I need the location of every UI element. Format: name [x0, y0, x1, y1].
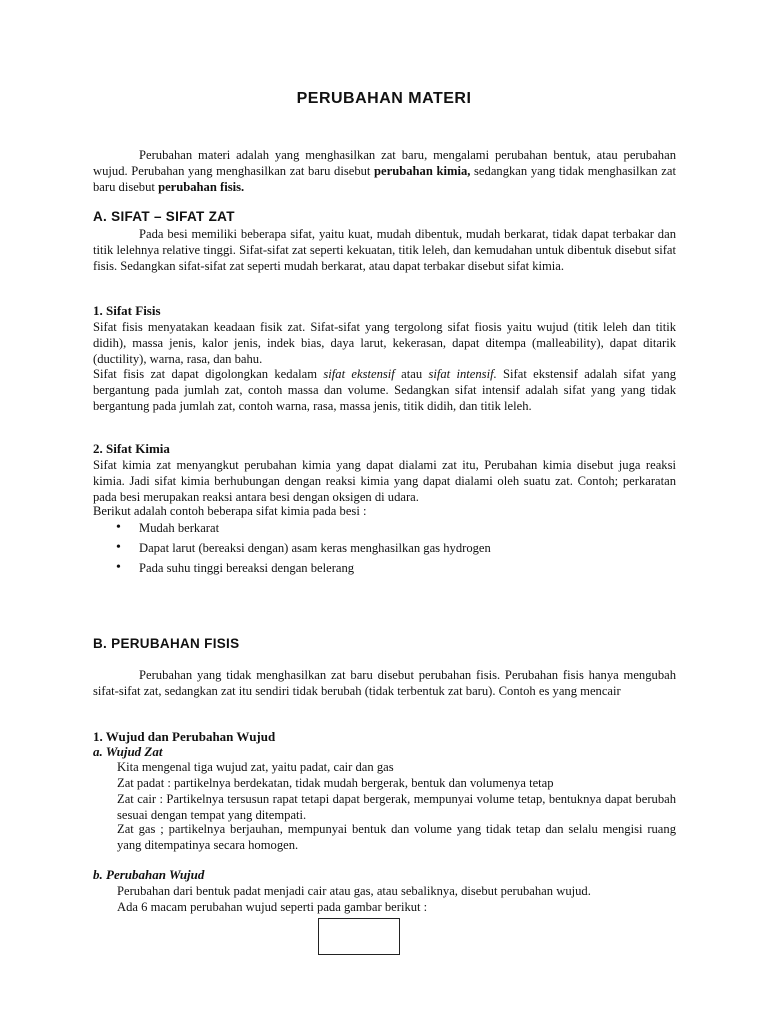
wujud-zat-subheading: a. Wujud Zat — [93, 744, 163, 759]
wujud-zat-line-2: Zat padat : partikelnya berdekatan, tidak mudah bergerak, bentuk dan volumenya tetap — [117, 776, 554, 790]
sifat-fisis-heading: 1. Sifat Fisis — [93, 303, 161, 318]
sifat-ekstensif-italic: sifat ekstensif — [323, 367, 395, 381]
list-item: • Mudah berkarat — [93, 520, 676, 540]
section-b-heading: B. PERUBAHAN FISIS — [93, 636, 240, 651]
sifat-fisis-text-a: Sifat fisis zat dapat digolongkan kedalam — [93, 367, 324, 381]
sifat-fisis-text-c: Sifat ekstensif adalah sifat yang bergantung pada jumlah zat, contoh massa dan volume. Sedangkan sifat intensif adalah sifat yang yang tidak bergantung pada jumlah zat, contoh warna, rasa, massa jenis, titik didih, dan titik leleh. — [93, 367, 676, 413]
page-title: PERUBAHAN MATERI — [296, 90, 472, 107]
sifat-fisis-paragraph-2 — [93, 366, 676, 414]
intro-text-1: Perubahan materi adalah yang menghasilkan zat baru, mengalami perubahan bentuk, atau perubahan wujud. Perubahan yang menghasilkan zat baru disebut — [93, 148, 676, 178]
perubahan-wujud-subheading: b. Perubahan Wujud — [93, 867, 205, 882]
wujud-zat-line-3: Zat cair : Partikelnya tersusun rapat tetapi dapat bergerak, mempunyai volume tetap, bentuknya dapat berubah sesuai dengan tempat yang ditempati. — [117, 792, 676, 822]
section-b-paragraph: Perubahan yang tidak menghasilkan zat baru disebut perubahan fisis. Perubahan fisis hanya mengubah sifat-sifat zat, sedangkan zat itu sendiri tidak berubah (tidak terbentuk zat baru). Contoh es yang mencair — [93, 668, 676, 698]
list-item: • Pada suhu tinggi bereaksi dengan belerang — [93, 560, 676, 580]
sifat-fisis-paragraph-1: Sifat fisis menyatakan keadaan fisik zat. Sifat-sifat yang tergolong sifat fiosis yaitu wujud (titik leleh dan titik didih), massa jenis, kalor jenis, indek bias, daya larut, kekerasan, dapat ditempa (malleability), dapat ditarik (ductility), warna, rasa, dan bahu. — [93, 320, 676, 366]
sifat-fisis-text-b: atau — [394, 367, 429, 381]
list-item: • Dapat larut (bereaksi dengan) asam keras menghasilkan gas hydrogen — [93, 540, 676, 560]
section-a-paragraph: Pada besi memiliki beberapa sifat, yaitu kuat, mudah dibentuk, mudah berkarat, tidak dapat terbakar dan titik lelehnya relative tinggi. Sifat-sifat zat seperti kekuatan, titik leleh, dan kemudahan untuk dibentuk disebut sifat fisis. Sedangkan sifat-sifat zat seperti mudah berkarat, atau dapat terbakar disebut sifat kimia. — [93, 227, 676, 273]
sifat-kimia-lead: Berikut adalah contoh beberapa sifat kimia pada besi : — [93, 504, 367, 518]
sifat-kimia-heading: 2. Sifat Kimia — [93, 441, 170, 456]
figure-placeholder-box — [318, 918, 400, 955]
perubahan-wujud-line-1: Perubahan dari bentuk padat menjadi cair atau gas, atau sebaliknya, disebut perubahan wujud. — [117, 884, 591, 898]
intro-text-2: sedangkan yang tidak menghasilkan zat baru disebut — [93, 164, 676, 194]
sifat-kimia-bullet-list — [93, 520, 676, 580]
section-a-heading: A. SIFAT – SIFAT ZAT — [93, 209, 235, 224]
wujud-zat-line-1: Kita mengenal tiga wujud zat, yaitu padat, cair dan gas — [117, 760, 394, 774]
sifat-kimia-paragraph: Sifat kimia zat menyangkut perubahan kimia yang dapat dialami zat itu, Perubahan kimia disebut juga reaksi kimia. Jadi sifat kimia berhubungan dengan reaksi kimia yang dapat dialami oleh suatu zat. Contoh; perkaratan pada besi merupakan reaksi antara besi dengan oksigen di udara. — [93, 458, 676, 504]
intro-bold-fisis: perubahan fisis. — [158, 180, 245, 194]
sifat-intensif-italic: sifat intensif. — [428, 367, 497, 381]
perubahan-wujud-line-2: Ada 6 macam perubahan wujud seperti pada gambar berikut : — [117, 900, 428, 914]
wujud-zat-line-4: Zat gas ; partikelnya berjauhan, mempunyai bentuk dan volume yang tidak tetap dan selalu mengisi ruang yang ditempatinya secara homogen. — [117, 822, 676, 852]
intro-paragraph — [93, 147, 676, 195]
intro-bold-kimia: perubahan kimia, — [374, 164, 471, 178]
wujud-heading: 1. Wujud dan Perubahan Wujud — [93, 729, 276, 744]
